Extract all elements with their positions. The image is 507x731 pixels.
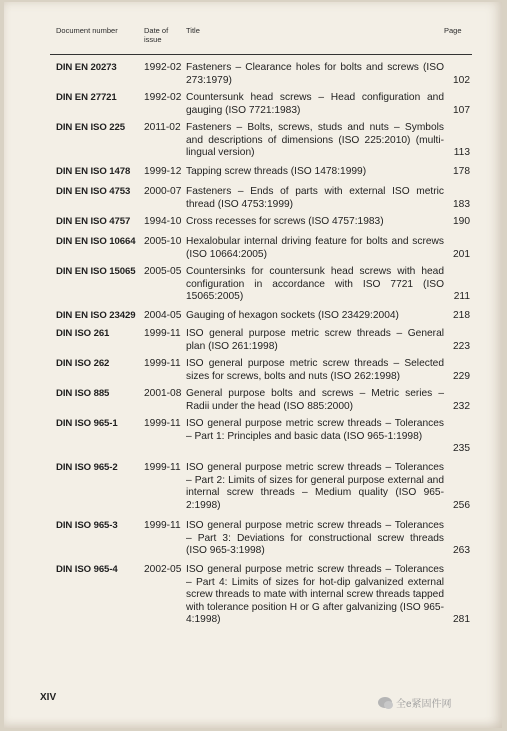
document-number: DIN ISO 262 — [56, 358, 110, 369]
document-title: ISO general purpose metric screw threads – Tolerances – Part 2: Limits of sizes for general purpose external and internal screw threads – Medium quality (ISO 965-2:1998) — [186, 462, 444, 511]
page-number: 235 — [453, 443, 470, 455]
document-title: ISO general purpose metric screw threads – Tolerances – Part 3: Deviations for constructional screw threads (ISO 965-3:1998) — [186, 520, 444, 557]
page-number: 102 — [453, 74, 470, 86]
document-number: DIN EN ISO 10664 — [56, 236, 136, 247]
page-number: 229 — [453, 370, 470, 382]
book-page — [4, 2, 502, 728]
issue-date: 1999-11 — [144, 462, 181, 473]
issue-date: 1999-11 — [144, 520, 181, 531]
document-title: ISO general purpose metric screw threads – Selected sizes for screws, bolts and nuts (ISO 262:1998) — [186, 358, 444, 382]
issue-date: 2001-08 — [144, 388, 182, 399]
document-title: Fasteners – Clearance holes for bolts and screws (ISO 273:1979) — [186, 62, 444, 86]
document-number: DIN EN ISO 1478 — [56, 166, 131, 177]
issue-date: 1992-02 — [144, 92, 182, 103]
document-title: ISO general purpose metric screw threads – Tolerances – Part 1: Principles and basic data (ISO 965-1:1998) — [186, 418, 444, 442]
document-title: General purpose bolts and screws – Metric series – Radii under the head (ISO 885:2000) — [186, 388, 444, 412]
document-number: DIN ISO 965-1 — [56, 418, 118, 429]
document-number: DIN EN ISO 15065 — [56, 266, 136, 277]
document-number: DIN ISO 885 — [56, 388, 110, 399]
document-number: DIN ISO 965-2 — [56, 462, 118, 473]
watermark-text: 全e紧固件网 — [396, 699, 452, 710]
document-title: Countersinks for countersunk head screws with head configuration in accordance with ISO 7721 (ISO 15065:2005) — [186, 266, 444, 303]
issue-date: 2011-02 — [144, 122, 181, 133]
document-number-header: Document number — [56, 26, 118, 35]
document-title: Fasteners – Bolts, screws, studs and nuts – Symbols and descriptions of dimensions (ISO 225:2010) (multi-lingual version) — [186, 122, 444, 159]
page-number: 281 — [453, 614, 470, 626]
page-number: 178 — [453, 166, 470, 177]
document-title: Fasteners – Ends of parts with external ISO metric thread (ISO 4753:1999) — [186, 186, 444, 210]
document-number: DIN EN 27721 — [56, 92, 117, 103]
issue-date: 2004-05 — [144, 310, 182, 321]
document-number: DIN EN ISO 4753 — [56, 186, 131, 197]
document-number: DIN EN ISO 4757 — [56, 216, 131, 227]
issue-date: 1999-11 — [144, 418, 181, 429]
issue-date: 1992-02 — [144, 62, 182, 73]
date-of-issue-header: Date of issue — [144, 26, 169, 44]
page-number: 223 — [453, 340, 470, 352]
header-rule — [50, 54, 472, 55]
page-number: 201 — [453, 248, 470, 260]
issue-date: 1994-10 — [144, 216, 182, 227]
page-header: Page — [444, 26, 462, 35]
title-header: Title — [186, 26, 200, 35]
document-title: ISO general purpose metric screw threads – Tolerances – Part 4: Limits of sizes for hot-dip galvanized external screw threads to mate with internal screw threads tapped with tolerance position H or G after galvanizing (ISO 965-4:1998) — [186, 564, 444, 626]
issue-date: 1999-12 — [144, 166, 182, 177]
document-number: DIN EN ISO 225 — [56, 122, 125, 133]
document-title: Countersunk head screws – Head configuration and gauging (ISO 7721:1983) — [186, 92, 444, 116]
page-number: 113 — [453, 147, 470, 159]
watermark — [378, 695, 452, 710]
issue-date: 2005-05 — [144, 266, 182, 277]
issue-date: 2000-07 — [144, 186, 182, 197]
document-title: Hexalobular internal driving feature for bolts and screws (ISO 10664:2005) — [186, 236, 444, 260]
document-title: Cross recesses for screws (ISO 4757:1983) — [186, 216, 384, 227]
issue-date: 2002-05 — [144, 564, 182, 575]
document-number: DIN EN 20273 — [56, 62, 117, 73]
page-number: 263 — [453, 545, 470, 557]
page-number: 218 — [453, 310, 470, 321]
page-number: 211 — [453, 291, 470, 303]
issue-date: 2005-10 — [144, 236, 182, 247]
issue-date: 1999-11 — [144, 328, 181, 339]
document-number: DIN ISO 261 — [56, 328, 110, 339]
document-number: DIN ISO 965-3 — [56, 520, 118, 531]
page-number: 107 — [453, 104, 470, 116]
document-number: DIN ISO 965-4 — [56, 564, 118, 575]
page-number: 256 — [453, 499, 470, 511]
chat-logo-icon — [378, 697, 392, 708]
page-number: 232 — [453, 400, 470, 412]
page-number: 190 — [453, 216, 470, 227]
document-title: Gauging of hexagon sockets (ISO 23429:2004) — [186, 310, 399, 321]
table-header — [4, 26, 502, 52]
document-number: DIN EN ISO 23429 — [56, 310, 136, 321]
document-title: Tapping screw threads (ISO 1478:1999) — [186, 166, 367, 177]
issue-date: 1999-11 — [144, 358, 181, 369]
page-folio: XIV — [40, 692, 57, 703]
page-number: 183 — [453, 198, 470, 210]
document-title: ISO general purpose metric screw threads – General plan (ISO 261:1998) — [186, 328, 444, 352]
